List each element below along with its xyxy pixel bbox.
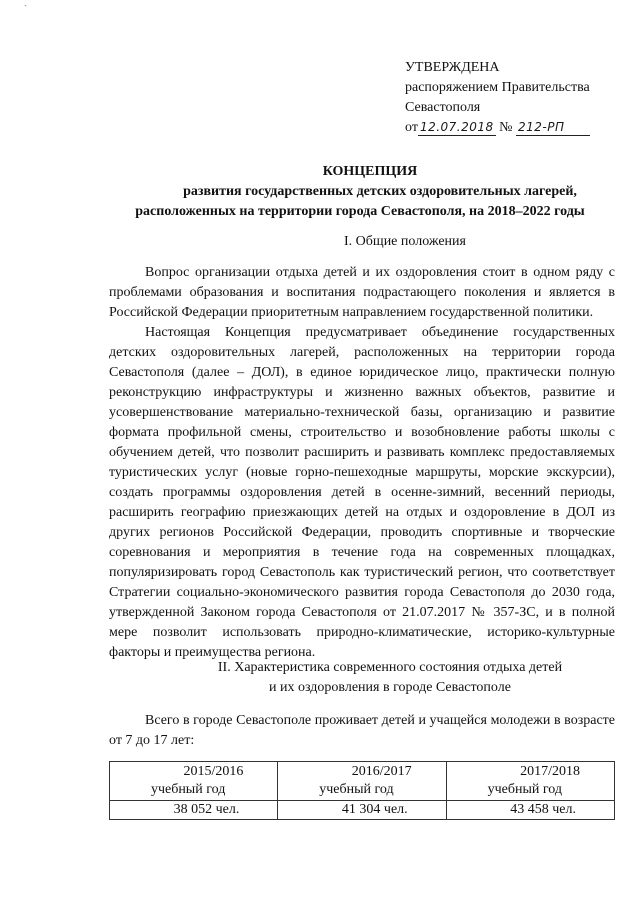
paragraph: Настоящая Концепция предусматривает объединение государственных детских оздоровительных лагерей, расположенных на территории города Севастополя (далее – ДОЛ), в единое юридическое лицо, практически полную реконструкцию инфраструктуры и жизненно важных объектов, развитие и усовершенствование материально-технической базы, организацию и развитие формата профильной смены, строительство и возобновление работы школы с обучением детей, что позволит расширить и развивать комплекс предоставляемых туристических услуг (новые горно-пешеходные маршруты, морские экскурсии), создать программы оздоровления детей в осенне-зимний, весенний периоды, расширить географию приезжающих детей на отдых и оздоровление в ДОЛ из других регионов Российской Федерации, проводить спортивные и творческие соревнования и мероприятия в течение года на современных площадках, популяризировать город Севастополь как туристический регион, что соответствует Стратегии социально-экономического развития города Севастополя до 2030 года, утвержденной Законом города Севастополя от 21.07.2017 № 357-ЗС, и в полной мере позволит использовать природно-климатические, историко-культурные факторы и преимущества региона. [109, 325, 615, 660]
approval-line-1: УТВЕРЖДЕНА [405, 60, 500, 75]
section-1-body [109, 263, 615, 663]
period-label: учебный год [487, 782, 562, 797]
approval-date: 12.07.2018 [419, 120, 494, 134]
table-header-cell [278, 762, 446, 801]
table-row [110, 801, 615, 820]
table-row [110, 762, 615, 801]
date-prefix: от [405, 120, 418, 135]
section-2-heading [160, 658, 620, 698]
approval-line-3: Севастополя [405, 100, 481, 115]
section-2-heading-line-2: и их оздоровления в городе Севастополе [269, 680, 511, 695]
paragraph: Вопрос организации отдыха детей и их оздоровления стоит в одном ряду с проблемами образования и воспитания подрастающего поколения и является в Российской Федерации приоритетным направлением государственной политики. [109, 265, 615, 320]
period-label: учебный год [150, 782, 226, 797]
section-1-heading: I. Общие положения [344, 234, 466, 249]
scan-mark: ˏ [24, 0, 28, 7]
approval-line-2: распоряжением Правительства [405, 80, 590, 95]
approval-stamp [405, 58, 615, 138]
title-line-3: расположенных на территории города Севастополя, на 2018–2022 годы [135, 204, 585, 219]
year-label: 2016/2017 [351, 764, 412, 779]
approval-date-line [405, 118, 615, 138]
section-2-intro [109, 711, 615, 751]
children-count-table [109, 761, 615, 820]
number-prefix: № [499, 120, 513, 135]
table-cell-value: 38 052 чел. [110, 801, 278, 820]
year-label: 2017/2018 [520, 764, 580, 779]
title-main: КОНЦЕПЦИЯ [322, 164, 418, 179]
table-cell-value: 43 458 чел. [446, 801, 614, 820]
paragraph: Всего в городе Севастополе проживает детей и учащейся молодежи в возрасте от 7 до 17 лет: [109, 713, 615, 748]
table-header-cell [110, 762, 278, 801]
title-line-2: развития государственных детских оздоровительных лагерей, [183, 184, 577, 199]
table-cell-value: 41 304 чел. [278, 801, 446, 820]
table-header-cell [446, 762, 614, 801]
approval-number: 212-РП [516, 119, 590, 136]
period-label: учебный год [319, 782, 394, 797]
section-2-heading-line-1: II. Характеристика современного состояния отдыха детей [217, 660, 563, 675]
document-title [100, 162, 620, 222]
year-label: 2015/2016 [183, 764, 244, 779]
